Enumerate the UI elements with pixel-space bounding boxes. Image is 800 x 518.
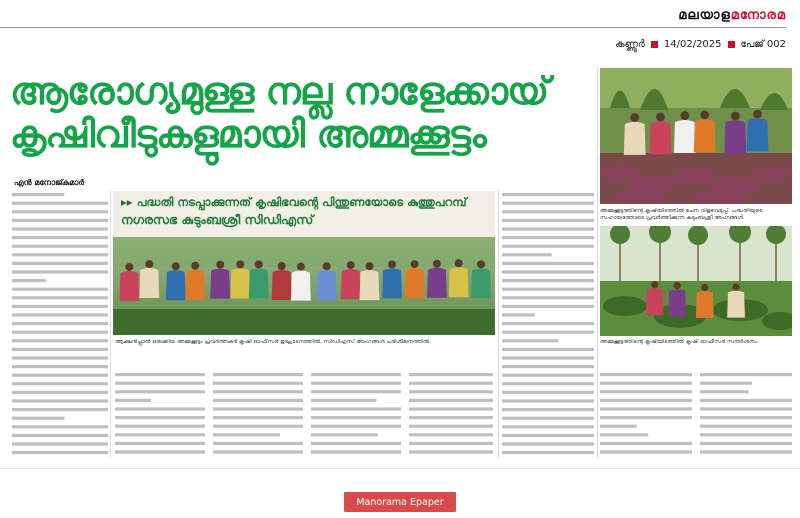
person-head (731, 112, 740, 121)
person-head (701, 284, 708, 291)
text-column (12, 190, 108, 458)
person-figure (674, 120, 696, 153)
person-head (680, 111, 689, 120)
person-figure (210, 269, 230, 299)
header-rule (0, 27, 786, 28)
person-figure (119, 271, 139, 301)
person-figure (668, 289, 686, 316)
edition-date: 14/02/2025 (663, 39, 722, 50)
person-figure (696, 291, 714, 318)
text-column (600, 370, 692, 458)
person-head (191, 262, 199, 270)
person-head (125, 263, 133, 271)
column-divider (110, 190, 111, 458)
person-figure (727, 291, 745, 318)
person-figure (230, 268, 250, 298)
main-photo-caption: ആക്ഷൻപ്ലാൻ ഒരുക്കിയ അമ്മക്കൂട്ടം പ്രവർത്തകർ കൃഷി ഓഫീസർ ഉദ്ഘാടനത്തിൽ, സിഡിഎസ് അംഗങ്ങൾ പരിശീലനത്തിൽ. (115, 339, 432, 345)
text-lines (700, 370, 792, 458)
field-visit-photo (600, 226, 792, 336)
person-figure (341, 269, 361, 299)
text-column (115, 370, 205, 458)
person-figure (272, 270, 292, 300)
manorama-epaper-button[interactable]: Manorama Epaper (344, 492, 456, 512)
person-figure (694, 119, 716, 152)
person-figure (471, 268, 491, 298)
person-head (674, 282, 681, 289)
person-figure (724, 120, 746, 153)
text-lines (213, 370, 303, 458)
person-head (411, 260, 419, 268)
person-head (172, 262, 180, 270)
subheadline-banner (113, 191, 495, 237)
square-bullet-icon (651, 41, 658, 48)
person-head (455, 259, 463, 267)
text-lines (115, 370, 205, 458)
person-figure (185, 270, 205, 300)
person-figure (624, 122, 646, 155)
person-head (651, 281, 658, 288)
group-photo (113, 237, 495, 335)
person-head (278, 262, 286, 270)
text-lines (12, 190, 108, 458)
column-divider (597, 68, 598, 458)
person-head (433, 260, 441, 268)
double-chevron-icon: ▸▸ (121, 195, 137, 209)
field-visit-caption: അമ്മക്കൂട്ടത്തിന്റെ കൃഷിയിടത്തിൽ കൃഷി ഓഫീസർ സന്ദർശനം. (600, 339, 759, 345)
person-figure (139, 268, 159, 298)
person-figure (317, 270, 337, 300)
person-head (323, 262, 331, 270)
edition-name: കണ്ണൂർ (615, 39, 645, 50)
subheadline-line-2: നഗരസഭ കുടുംബശ്രീ സിഡിഎസ് (121, 212, 314, 227)
person-figure (427, 268, 447, 298)
harvest-photo (600, 68, 792, 204)
masthead-part1: മലയാള (678, 8, 731, 23)
person-head (477, 260, 485, 268)
person-figure (249, 268, 269, 298)
text-column (502, 190, 594, 458)
text-column (213, 370, 303, 458)
footer-rule (0, 468, 800, 469)
person-head (732, 283, 739, 290)
subheadline-line-1: പദ്ധതി നടപ്പാക്കുന്നത് കൃഷിഭവന്റെ പിന്തുണയോടെ കുത്തുപറമ്പ് (136, 195, 467, 209)
text-lines (409, 370, 493, 458)
text-column (409, 370, 493, 458)
headline-line-2: കൃഷിവീടുകളുമായി അമ്മക്കൂട്ടം (10, 111, 486, 156)
person-head (700, 110, 709, 119)
text-lines (600, 370, 692, 458)
person-figure (650, 121, 672, 154)
column-divider (498, 190, 499, 458)
person-head (388, 260, 396, 268)
text-lines (311, 370, 401, 458)
person-figure (382, 268, 402, 298)
person-head (630, 113, 639, 122)
harvest-photo-caption: അമ്മക്കൂട്ടത്തിന്റെ കൃഷിയിടത്തിൽ ചേന വിളവെടുപ്പ്. പദ്ധതിയുടെ സഹായത്തോടെ പ്രവർത്തിക്കുന്ന കുടുംബശ്രീ അംഗങ്ങൾ. (600, 208, 763, 221)
text-column (700, 370, 792, 458)
person-head (145, 260, 153, 268)
person-figure (166, 270, 186, 300)
person-figure (291, 271, 311, 301)
person-head (753, 110, 762, 119)
masthead-part2: മനോരമ (730, 8, 786, 23)
person-figure (449, 267, 469, 297)
text-lines (502, 190, 594, 458)
person-figure (405, 268, 425, 298)
article-headline (10, 70, 590, 155)
person-head (255, 260, 263, 268)
person-head (236, 260, 244, 268)
person-head (365, 262, 373, 270)
square-bullet-icon (728, 41, 735, 48)
headline-line-1: ആരോഗ്യമുള്ള നല്ല നാളേക്കായ് (10, 69, 549, 113)
text-column (311, 370, 401, 458)
person-head (297, 263, 305, 271)
person-head (216, 261, 224, 269)
masthead-logo (678, 8, 786, 23)
person-head (656, 113, 665, 122)
main-photo-block (113, 191, 495, 335)
person-figure (747, 118, 769, 151)
person-head (347, 261, 355, 269)
byline: എൻ മനോജ്കുമാർ (14, 178, 85, 187)
person-figure (646, 288, 664, 315)
page-meta (615, 39, 786, 50)
person-figure (360, 270, 380, 300)
page-number: പേജ് 002 (740, 39, 786, 50)
